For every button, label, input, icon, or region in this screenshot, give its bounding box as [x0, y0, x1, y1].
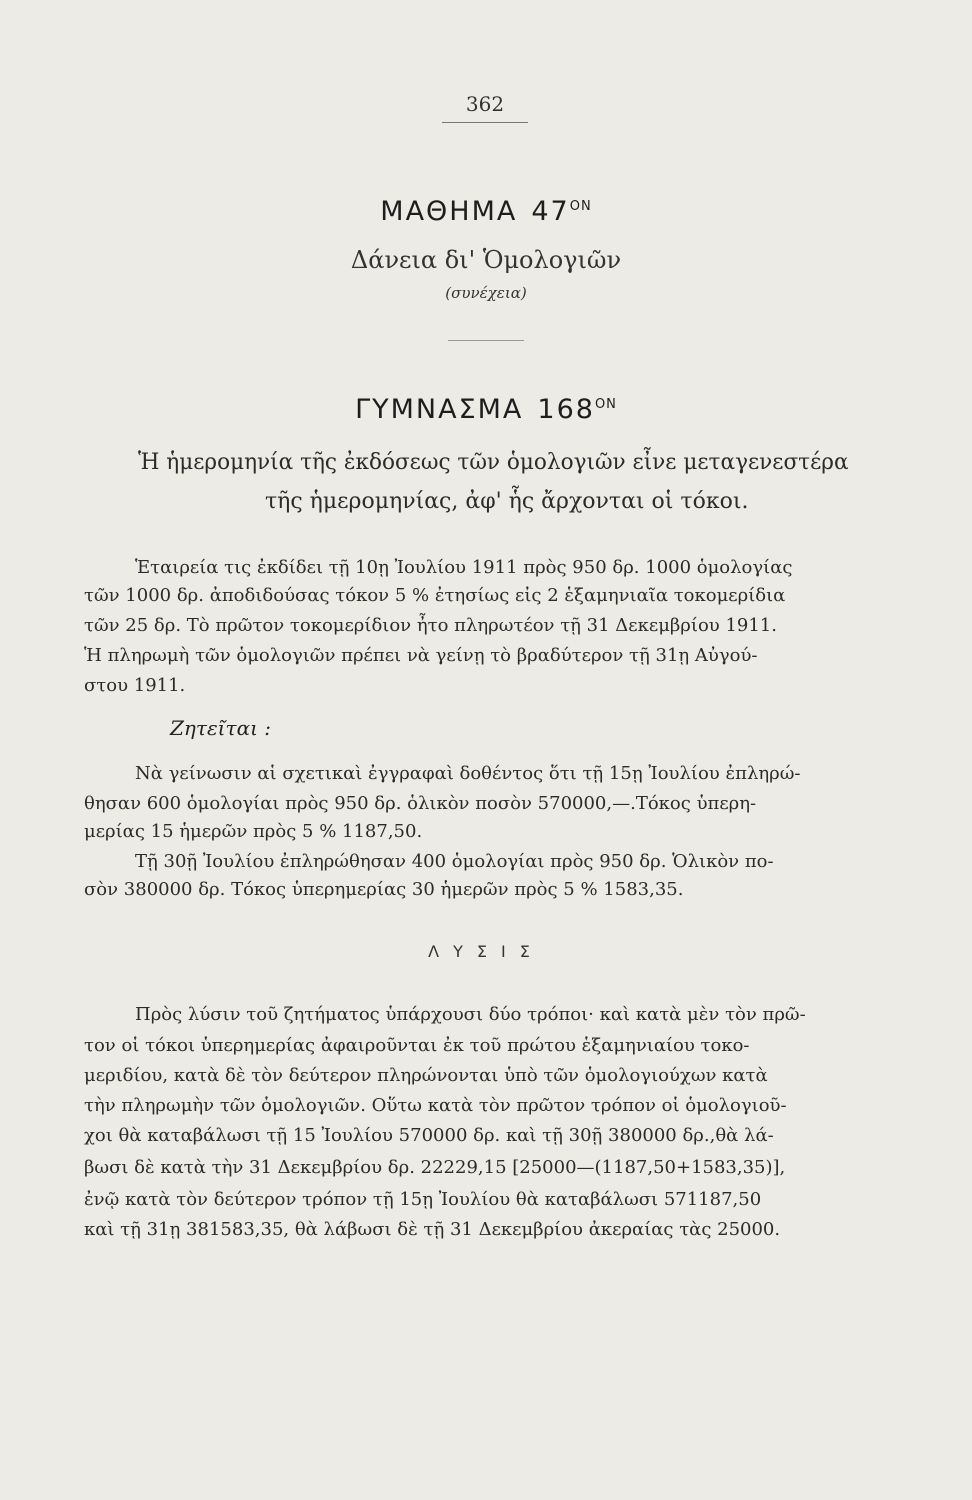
exercise-label: ΓΥΜΝΑΣΜΑ	[355, 394, 524, 425]
lesson-number: 47	[531, 196, 570, 227]
page-number-rule	[442, 122, 528, 123]
exercise-heading	[0, 394, 972, 425]
wanted-line: σὸν 380000 δρ. Τόκος ὑπερημερίας 30 ἡμερῶν πρὸς 5 % 1583,35.	[84, 879, 684, 900]
solution-line: μεριδίου, κατὰ δὲ τὸν δεύτερον πληρώνονται ὑπὸ τῶν ὁμολογιούχων κατὰ	[84, 1065, 768, 1086]
lesson-number-suffix: ΟΝ	[569, 199, 592, 214]
solution-line: ἐνῷ κατὰ τὸν δεύτερον τρόπον τῇ 15ῃ Ἰουλίου θὰ καταβάλωσι 571187,50	[84, 1189, 762, 1210]
wanted-line: μερίας 15 ἡμερῶν πρὸς 5 % 1187,50.	[84, 821, 423, 842]
wanted-label: Ζητεῖται :	[170, 716, 272, 740]
wanted-line: Νὰ γείνωσιν αἱ σχετικαὶ ἐγγραφαὶ δοθέντος ὅτι τῇ 15ῃ Ἰουλίου ἐπληρώ-	[135, 763, 801, 784]
problem-line: στου 1911.	[84, 675, 186, 696]
section-divider	[448, 340, 524, 341]
lesson-subtitle: Δάνεια δι' Ὁμολογιῶν	[350, 246, 622, 274]
problem-line: Ἑταιρεία τις ἐκδίδει τῇ 10ῃ Ἰουλίου 1911 πρὸς 950 δρ. 1000 ὁμολογίας	[135, 557, 793, 578]
problem-line: τῶν 25 δρ. Τὸ πρῶτον τοκομερίδιον ἦτο πληρωτέον τῇ 31 Δεκεμβρίου 1911.	[84, 615, 777, 636]
exercise-title-line: Ἡ ἡμερομηνία τῆς ἐκδόσεως τῶν ὁμολογιῶν εἶνε μεταγενεστέρα	[138, 450, 849, 475]
solution-heading: ΛΥΣΙΣ	[428, 942, 544, 961]
lesson-label: ΜΑΘΗΜΑ	[380, 196, 518, 227]
wanted-line: Τῇ 30ῇ Ἰουλίου ἐπληρώθησαν 400 ὁμολογίαι πρὸς 950 δρ. Ὁλικὸν πο-	[135, 851, 774, 872]
solution-line: χοι θὰ καταβάλωσι τῇ 15 Ἰουλίου 570000 δρ. καὶ τῇ 30ῇ 380000 δρ.,θὰ λά-	[84, 1125, 774, 1146]
solution-line: καὶ τῇ 31ῃ 381583,35, θὰ λάβωσι δὲ τῇ 31 Δεκεμβρίου ἀκεραίας τὰς 25000.	[84, 1219, 781, 1240]
lesson-continued-note: (συνέχεια)	[445, 284, 527, 302]
wanted-line: θησαν 600 ὁμολογίαι πρὸς 950 δρ. ὁλικὸν ποσὸν 570000,—.Τόκος ὑπερη-	[84, 793, 757, 814]
lesson-heading	[0, 196, 972, 227]
page-number: 362	[465, 92, 505, 116]
problem-line: τῶν 1000 δρ. ἀποδιδούσας τόκον 5 % ἐτησίως εἰς 2 ἑξαμηνιαῖα τοκομερίδια	[84, 585, 786, 606]
solution-line: Πρὸς λύσιν τοῦ ζητήματος ὑπάρχουσι δύο τρόποι· καὶ κατὰ μὲν τὸν πρῶ-	[135, 1004, 806, 1025]
solution-line: τὴν πληρωμὴν τῶν ὁμολογιῶν. Οὕτω κατὰ τὸν πρῶτον τρόπον οἱ ὁμολογιοῦ-	[84, 1095, 787, 1116]
exercise-title-line: τῆς ἡμερομηνίας, ἀφ' ἧς ἄρχονται οἱ τόκοι.	[265, 489, 749, 514]
solution-line: βωσι δὲ κατὰ τὴν 31 Δεκεμβρίου δρ. 22229,15 [25000—(1187,50+1583,35)],	[84, 1157, 786, 1178]
solution-line: τον οἱ τόκοι ὑπερημερίας ἀφαιροῦνται ἐκ τοῦ πρώτου ἑξαμηνιαίου τοκο-	[84, 1035, 750, 1056]
exercise-number-suffix: ΟΝ	[594, 397, 617, 412]
problem-line: Ἡ πληρωμὴ τῶν ὁμολογιῶν πρέπει νὰ γείνῃ τὸ βραδύτερον τῇ 31ῃ Αὐγού-	[84, 645, 758, 666]
exercise-number: 168	[537, 394, 595, 425]
